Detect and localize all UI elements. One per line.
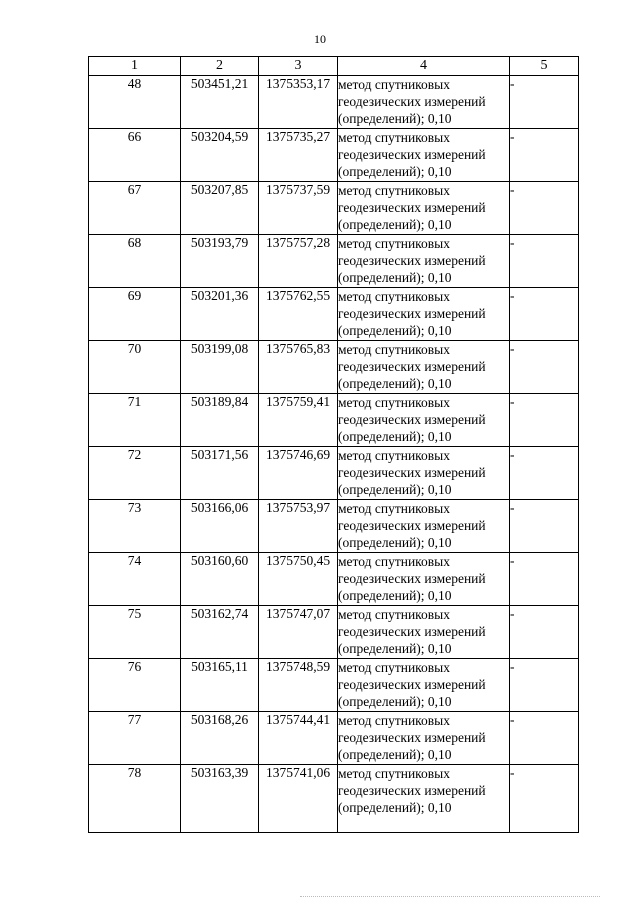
point-number-cell: 72	[89, 447, 181, 500]
note-cell: -	[510, 659, 579, 712]
method-cell: метод спутниковых геодезических измерений (определений); 0,10	[338, 447, 510, 500]
note-cell: -	[510, 129, 579, 182]
table-row	[89, 712, 579, 765]
point-number-cell: 77	[89, 712, 181, 765]
table-row	[89, 765, 579, 833]
note-cell: -	[510, 235, 579, 288]
method-cell: метод спутниковых геодезических измерений (определений); 0,10	[338, 765, 510, 833]
table-row	[89, 553, 579, 606]
header-col-5: 5	[510, 57, 579, 76]
y-coordinate-cell: 1375744,41	[259, 712, 338, 765]
x-coordinate-cell: 503171,56	[181, 447, 259, 500]
method-cell: метод спутниковых геодезических измерений (определений); 0,10	[338, 182, 510, 235]
header-col-1: 1	[89, 57, 181, 76]
x-coordinate-cell: 503160,60	[181, 553, 259, 606]
point-number-cell: 71	[89, 394, 181, 447]
table-header	[89, 57, 579, 76]
table-row	[89, 606, 579, 659]
table-row	[89, 447, 579, 500]
x-coordinate-cell: 503163,39	[181, 765, 259, 833]
method-cell: метод спутниковых геодезических измерений (определений); 0,10	[338, 235, 510, 288]
x-coordinate-cell: 503165,11	[181, 659, 259, 712]
method-cell: метод спутниковых геодезических измерений (определений); 0,10	[338, 606, 510, 659]
method-cell: метод спутниковых геодезических измерений (определений); 0,10	[338, 129, 510, 182]
y-coordinate-cell: 1375353,17	[259, 76, 338, 129]
method-cell: метод спутниковых геодезических измерений (определений); 0,10	[338, 553, 510, 606]
table-row	[89, 129, 579, 182]
table-row	[89, 182, 579, 235]
point-number-cell: 66	[89, 129, 181, 182]
note-cell: -	[510, 182, 579, 235]
method-cell: метод спутниковых геодезических измерений (определений); 0,10	[338, 394, 510, 447]
header-col-2: 2	[181, 57, 259, 76]
y-coordinate-cell: 1375737,59	[259, 182, 338, 235]
y-coordinate-cell: 1375741,06	[259, 765, 338, 833]
y-coordinate-cell: 1375765,83	[259, 341, 338, 394]
x-coordinate-cell: 503193,79	[181, 235, 259, 288]
note-cell: -	[510, 553, 579, 606]
coordinates-table	[88, 56, 579, 833]
note-cell: -	[510, 500, 579, 553]
note-cell: -	[510, 712, 579, 765]
note-cell: -	[510, 76, 579, 129]
point-number-cell: 76	[89, 659, 181, 712]
x-coordinate-cell: 503451,21	[181, 76, 259, 129]
method-cell: метод спутниковых геодезических измерений (определений); 0,10	[338, 712, 510, 765]
method-cell: метод спутниковых геодезических измерений (определений); 0,10	[338, 288, 510, 341]
x-coordinate-cell: 503201,36	[181, 288, 259, 341]
table-row	[89, 394, 579, 447]
x-coordinate-cell: 503162,74	[181, 606, 259, 659]
point-number-cell: 74	[89, 553, 181, 606]
table-row	[89, 341, 579, 394]
x-coordinate-cell: 503166,06	[181, 500, 259, 553]
x-coordinate-cell: 503199,08	[181, 341, 259, 394]
point-number-cell: 73	[89, 500, 181, 553]
method-cell: метод спутниковых геодезических измерений (определений); 0,10	[338, 341, 510, 394]
y-coordinate-cell: 1375759,41	[259, 394, 338, 447]
method-cell: метод спутниковых геодезических измерений (определений); 0,10	[338, 659, 510, 712]
note-cell: -	[510, 288, 579, 341]
table-row	[89, 659, 579, 712]
footer-mark	[300, 896, 600, 901]
y-coordinate-cell: 1375748,59	[259, 659, 338, 712]
y-coordinate-cell: 1375750,45	[259, 553, 338, 606]
point-number-cell: 67	[89, 182, 181, 235]
page-number: 10	[314, 32, 326, 46]
y-coordinate-cell: 1375753,97	[259, 500, 338, 553]
header-row	[89, 57, 579, 76]
y-coordinate-cell: 1375746,69	[259, 447, 338, 500]
table-row	[89, 235, 579, 288]
table-row	[89, 76, 579, 129]
method-cell: метод спутниковых геодезических измерений (определений); 0,10	[338, 500, 510, 553]
table-body	[89, 76, 579, 833]
x-coordinate-cell: 503204,59	[181, 129, 259, 182]
point-number-cell: 68	[89, 235, 181, 288]
point-number-cell: 75	[89, 606, 181, 659]
point-number-cell: 69	[89, 288, 181, 341]
note-cell: -	[510, 447, 579, 500]
point-number-cell: 78	[89, 765, 181, 833]
header-col-3: 3	[259, 57, 338, 76]
y-coordinate-cell: 1375757,28	[259, 235, 338, 288]
y-coordinate-cell: 1375762,55	[259, 288, 338, 341]
header-col-4: 4	[338, 57, 510, 76]
note-cell: -	[510, 606, 579, 659]
x-coordinate-cell: 503207,85	[181, 182, 259, 235]
x-coordinate-cell: 503168,26	[181, 712, 259, 765]
note-cell: -	[510, 394, 579, 447]
point-number-cell: 48	[89, 76, 181, 129]
table-row	[89, 500, 579, 553]
y-coordinate-cell: 1375735,27	[259, 129, 338, 182]
point-number-cell: 70	[89, 341, 181, 394]
note-cell: -	[510, 341, 579, 394]
table-row	[89, 288, 579, 341]
x-coordinate-cell: 503189,84	[181, 394, 259, 447]
y-coordinate-cell: 1375747,07	[259, 606, 338, 659]
note-cell: -	[510, 765, 579, 833]
method-cell: метод спутниковых геодезических измерений (определений); 0,10	[338, 76, 510, 129]
